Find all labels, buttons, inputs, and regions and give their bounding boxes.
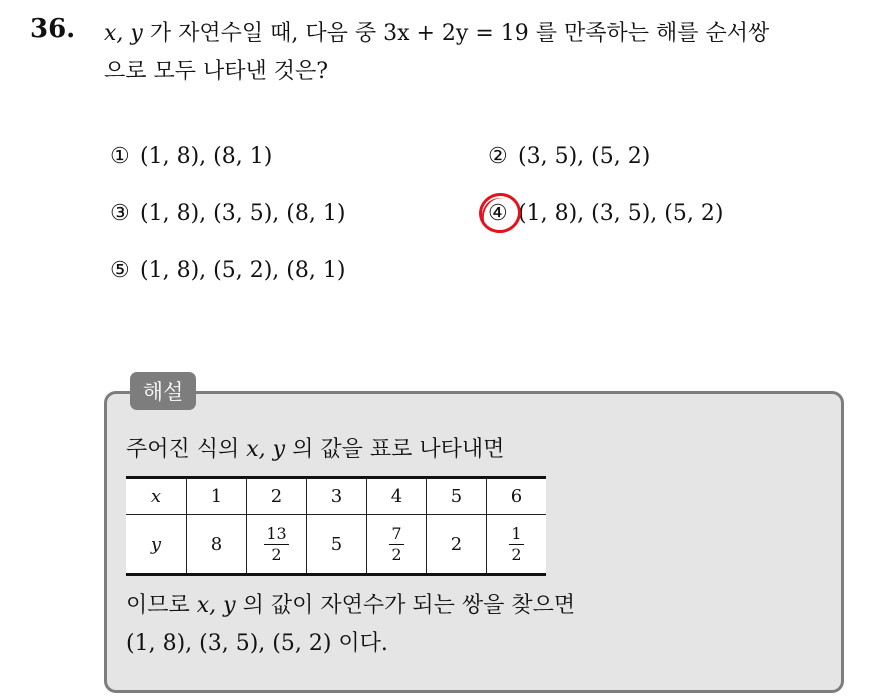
table-cell: 2 (247, 478, 307, 515)
question-text-mid: 가 자연수일 때, 다음 중 (142, 21, 384, 46)
fraction (509, 523, 523, 564)
choice-2[interactable] (488, 144, 650, 169)
table-cell: 5 (427, 478, 487, 515)
table-cell: 5 (307, 515, 367, 575)
choice-mark-3: ③ (110, 201, 130, 226)
choice-mark-5: ⑤ (110, 258, 130, 283)
fraction-denominator: 2 (271, 544, 282, 564)
equation: 3x + 2y = 19 (383, 21, 529, 46)
choice-text-2: (3, 5), (5, 2) (518, 144, 651, 169)
var-y: y (130, 21, 143, 46)
solution-line-3-post: 의 값이 자연수가 되는 쌍을 찾으면 (235, 593, 576, 618)
choice-3[interactable] (110, 201, 345, 226)
var-x: x, (104, 21, 124, 46)
table-cell-fraction (247, 515, 307, 575)
fraction-numerator: 7 (391, 523, 402, 543)
choice-mark-2: ② (488, 144, 508, 169)
solution-var-y: y (272, 437, 286, 462)
question-line-2: 으로 모두 나타낸 것은? (104, 59, 329, 84)
table-header-y: y (126, 515, 187, 575)
solution-var-y: y (223, 593, 236, 618)
table-cell: 8 (187, 515, 247, 575)
table-cell-fraction (367, 515, 427, 575)
table-cell: 3 (307, 478, 367, 515)
solution-line-3-pre: 이므로 (126, 593, 197, 618)
fraction (264, 523, 288, 564)
fraction-numerator: 13 (266, 523, 287, 543)
solution-var-x: x, (196, 593, 217, 618)
question-number: 36. (30, 14, 76, 44)
fraction-denominator: 2 (391, 544, 402, 564)
table-header-x: x (126, 478, 187, 515)
table-cell: 6 (487, 478, 547, 515)
choice-mark-4: ④ (488, 201, 508, 226)
table-cell: 1 (187, 478, 247, 515)
solution-line-3 (126, 588, 575, 619)
fraction (389, 523, 403, 564)
solution-tag: 해설 (130, 372, 196, 410)
solution-line-1-post: 의 값을 표로 나타내면 (285, 437, 505, 462)
solution-var-x: x, (246, 437, 266, 462)
choice-1[interactable] (110, 144, 272, 169)
table-row-y (126, 515, 546, 575)
solution-line-4: (1, 8), (3, 5), (5, 2) 이다. (126, 631, 388, 656)
solution-line-1-pre: 주어진 식의 (126, 437, 247, 462)
table-cell: 2 (427, 515, 487, 575)
choice-text-3: (1, 8), (3, 5), (8, 1) (140, 201, 346, 226)
choice-text-4: (1, 8), (3, 5), (5, 2) (518, 201, 724, 226)
choice-5[interactable] (110, 258, 345, 283)
table-cell-fraction (487, 515, 547, 575)
choice-text-1: (1, 8), (8, 1) (140, 144, 273, 169)
question-line-1 (104, 16, 769, 47)
table-row-x (126, 478, 546, 515)
fraction-numerator: 1 (511, 523, 522, 543)
choice-text-5: (1, 8), (5, 2), (8, 1) (140, 258, 346, 283)
fraction-denominator: 2 (511, 544, 522, 564)
solution-line-1 (126, 432, 504, 463)
table-cell: 4 (367, 478, 427, 515)
choice-mark-1: ① (110, 144, 130, 169)
choice-4[interactable] (488, 201, 723, 226)
value-table (126, 476, 546, 576)
question-text-end: 를 만족하는 해를 순서쌍 (528, 21, 770, 46)
